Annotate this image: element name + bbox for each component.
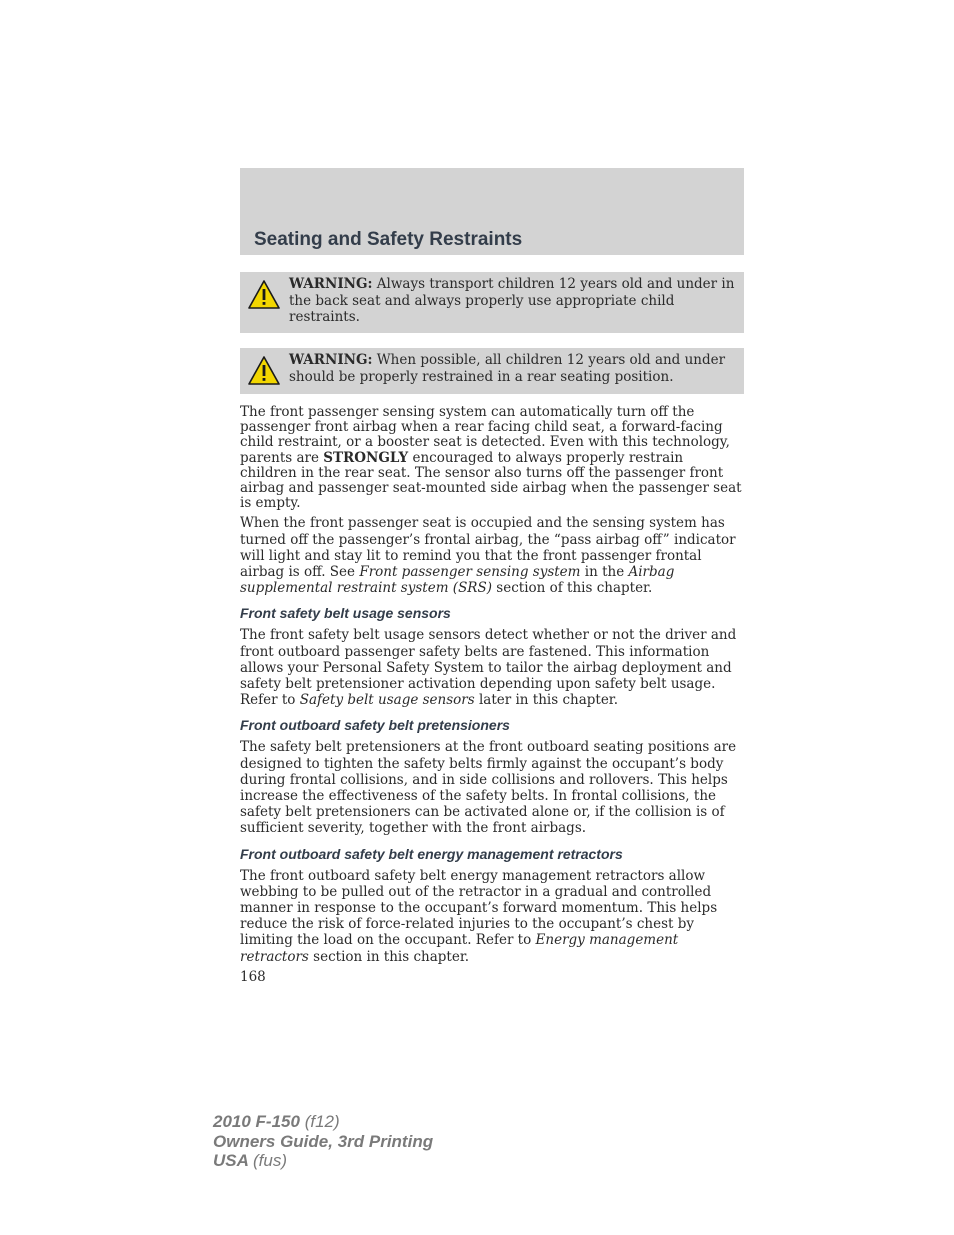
paragraph-belt-usage-sensors: The front safety belt usage sensors detect whether or not the driver and front outboard passenger safety belts are fastened. This information allows your Personal Safety System to tailor the airbag deployment and safety belt pretensioner activation depending upon safety belt usage. Refer to Safety belt usage sensors later in this chapter.: [240, 627, 737, 709]
page-number: 168: [240, 968, 266, 985]
footer-line-market: USA (fus): [213, 1151, 287, 1170]
warning-label: WARNING:: [289, 352, 373, 368]
subheading-pretensioners: Front outboard safety belt pretensioners: [240, 717, 510, 734]
warning-label: WARNING:: [289, 276, 373, 292]
warning-triangle-icon: [247, 355, 281, 387]
paragraph-energy-management-retractors: The front outboard safety belt energy management retractors allow webbing to be pulled out of the retractor in a gradual and controlled manner in response to the occupant’s forward momentum. This helps reduce the risk of force-related injuries to the occupant’s chest by limiting the load on the occupant. Refer to Energy management retractors section in this chapter.: [240, 867, 718, 965]
footer-line-edition: Owners Guide, 3rd Printing: [213, 1131, 434, 1151]
subheading-energy-management-retractors: Front outboard safety belt energy management retractors: [240, 845, 623, 862]
section-header-band: [240, 168, 744, 255]
body-content: [240, 405, 744, 989]
warning-triangle-icon: [247, 279, 281, 311]
subheading-belt-usage-sensors: Front safety belt usage sensors: [240, 605, 451, 622]
emphasis-strongly: STRONGLY: [323, 449, 409, 466]
paragraph-pretensioners: The safety belt pretensioners at the front outboard seating positions are designed to tighten the safety belts firmly against the occupant’s body during frontal collisions, and in side collisions and rollovers. This helps increase the effectiveness of the safety belts. In frontal collisions, the safety belt pretensioners can be activated alone or, if the collision is of sufficient severity, together with the front airbags.: [240, 739, 737, 837]
cross-reference: Airbag supplemental restraint system (SRS): [240, 564, 675, 597]
cross-reference: Front passenger sensing system: [359, 564, 581, 581]
warning-box: [240, 348, 744, 394]
section-title: Seating and Safety Restraints: [254, 229, 523, 250]
warning-box: [240, 272, 744, 333]
document-footer: [213, 1112, 433, 1171]
cross-reference: Safety belt usage sensors: [299, 692, 475, 709]
footer-line-model: 2010 F-150 (f12): [213, 1112, 340, 1131]
warning-text: When possible, all children 12 years old and under should be properly restrained in a rear seating position.: [289, 352, 726, 385]
paragraph-pass-airbag-off: When the front passenger seat is occupied and the sensing system has turned off the passenger’s frontal airbag, the “pass airbag off” indicator will light and stay lit to remind you that the front passenger frontal airbag is off. See Front passenger sensing system in the Airbag supplemental restraint system (SRS) section of this chapter.: [240, 515, 736, 597]
warning-text: Always transport children 12 years old and under in the back seat and always properly use appropriate child restraints.: [289, 276, 735, 325]
paragraph-passenger-sensing: The front passenger sensing system can automatically turn off the passenger front airbag when a rear facing child seat, a forward-facing child restraint, or a booster seat is detected. Even with this technology, parents are STRONGLY encouraged to always properly restrain children in the rear seat. The sensor also turns off the passenger front airbag and passenger seat-mounted side airbag when the passenger seat is empty.: [240, 404, 742, 512]
cross-reference: Energy management retractors: [240, 932, 679, 965]
